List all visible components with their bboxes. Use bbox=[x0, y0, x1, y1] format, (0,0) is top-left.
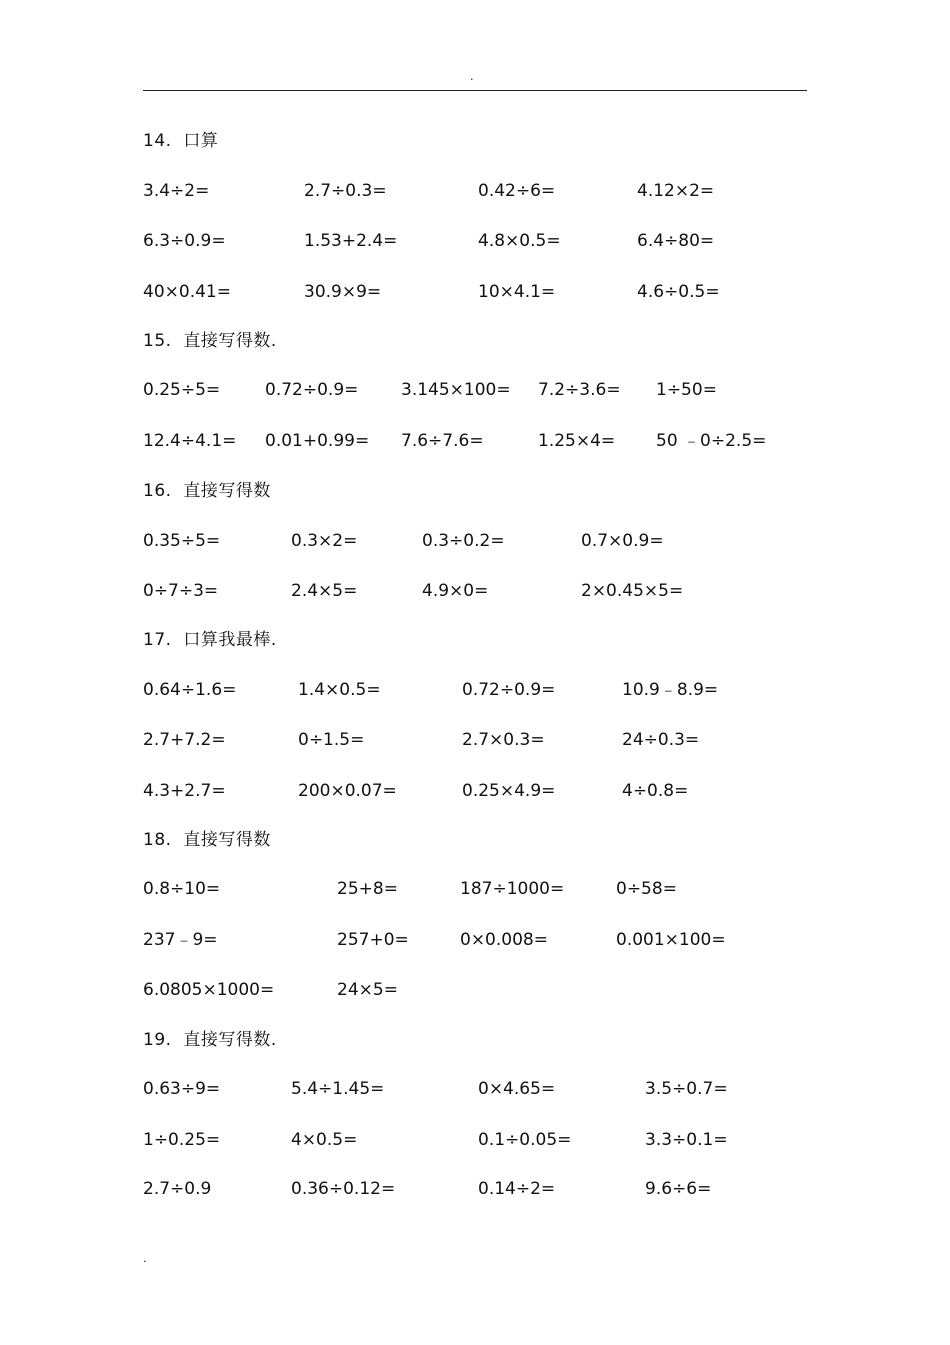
problem: 0×4.65= bbox=[478, 1079, 556, 1099]
problem: 4.3+2.7= bbox=[143, 781, 226, 801]
problem: 5.4÷1.45= bbox=[291, 1079, 385, 1099]
problem: 0.64÷1.6= bbox=[143, 680, 237, 700]
problem: 0.1÷0.05= bbox=[478, 1130, 572, 1150]
problem: 0.7×0.9= bbox=[581, 531, 664, 551]
problem: 6.4÷80= bbox=[637, 231, 715, 251]
problem: 1÷50= bbox=[656, 380, 717, 400]
problem: 0.8÷10= bbox=[143, 879, 221, 899]
problem: 237﹣9= bbox=[143, 930, 218, 950]
problem: 0.72÷0.9= bbox=[462, 680, 556, 700]
problem: 0.001×100= bbox=[616, 930, 726, 950]
problem: 0.25×4.9= bbox=[462, 781, 556, 801]
problem: 25+8= bbox=[337, 879, 398, 899]
problem: 0÷7÷3= bbox=[143, 581, 219, 601]
problem: 7.2÷3.6= bbox=[538, 380, 621, 400]
problem: 0.63÷9= bbox=[143, 1079, 221, 1099]
problem: 7.6÷7.6= bbox=[401, 431, 484, 451]
problem: 24÷0.3= bbox=[622, 730, 700, 750]
problem: 1.4×0.5= bbox=[298, 680, 381, 700]
problem: 0.72÷0.9= bbox=[265, 380, 359, 400]
problem: 2.7+7.2= bbox=[143, 730, 226, 750]
problem: 0.14÷2= bbox=[478, 1179, 556, 1199]
problem: 2.7÷0.9 bbox=[143, 1179, 212, 1199]
problem: 3.3÷0.1= bbox=[645, 1130, 728, 1150]
problem: 0.3×2= bbox=[291, 531, 358, 551]
problem: 0÷58= bbox=[616, 879, 677, 899]
problem: 1.25×4= bbox=[538, 431, 616, 451]
problem: 24×5= bbox=[337, 980, 398, 1000]
section-title-16: 16. 直接写得数 bbox=[143, 481, 271, 501]
problem: 257+0= bbox=[337, 930, 409, 950]
problem: 10×4.1= bbox=[478, 282, 556, 302]
problem: 3.145×100= bbox=[401, 380, 511, 400]
problem: 4÷0.8= bbox=[622, 781, 689, 801]
problem: 0.25÷5= bbox=[143, 380, 221, 400]
problem: 1÷0.25= bbox=[143, 1130, 221, 1150]
problem: 0.35÷5= bbox=[143, 531, 221, 551]
problem: 9.6÷6= bbox=[645, 1179, 712, 1199]
problem: 0.42÷6= bbox=[478, 181, 556, 201]
problem: 10.9﹣8.9= bbox=[622, 680, 719, 700]
problem: 2.4×5= bbox=[291, 581, 358, 601]
problem: 4.6÷0.5= bbox=[637, 282, 720, 302]
problem: 3.4÷2= bbox=[143, 181, 210, 201]
problem: 50 ﹣0÷2.5= bbox=[656, 431, 767, 451]
problem: 1.53+2.4= bbox=[304, 231, 398, 251]
header-rule bbox=[143, 90, 807, 91]
problem: 4.12×2= bbox=[637, 181, 715, 201]
problem: 2.7×0.3= bbox=[462, 730, 545, 750]
footer-mark: . bbox=[143, 1252, 147, 1265]
problem: 4.8×0.5= bbox=[478, 231, 561, 251]
problem: 2×0.45×5= bbox=[581, 581, 684, 601]
problem: 0.3÷0.2= bbox=[422, 531, 505, 551]
problem: 6.3÷0.9= bbox=[143, 231, 226, 251]
problem: 0.01+0.99= bbox=[265, 431, 370, 451]
problem: 30.9×9= bbox=[304, 282, 382, 302]
section-title-17: 17. 口算我最棒. bbox=[143, 630, 277, 650]
section-title-18: 18. 直接写得数 bbox=[143, 830, 271, 850]
problem: 0.36÷0.12= bbox=[291, 1179, 396, 1199]
problem: 40×0.41= bbox=[143, 282, 231, 302]
problem: 200×0.07= bbox=[298, 781, 397, 801]
header-mark: . bbox=[470, 70, 474, 83]
problem: 6.0805×1000= bbox=[143, 980, 275, 1000]
problem: 4×0.5= bbox=[291, 1130, 358, 1150]
problem: 187÷1000= bbox=[460, 879, 565, 899]
problem: 0×0.008= bbox=[460, 930, 548, 950]
problem: 2.7÷0.3= bbox=[304, 181, 387, 201]
section-title-19: 19. 直接写得数. bbox=[143, 1030, 277, 1050]
problem: 12.4÷4.1= bbox=[143, 431, 237, 451]
problem: 0÷1.5= bbox=[298, 730, 365, 750]
section-title-15: 15. 直接写得数. bbox=[143, 331, 277, 351]
problem: 4.9×0= bbox=[422, 581, 489, 601]
problem: 3.5÷0.7= bbox=[645, 1079, 728, 1099]
section-title-14: 14. 口算 bbox=[143, 131, 219, 151]
